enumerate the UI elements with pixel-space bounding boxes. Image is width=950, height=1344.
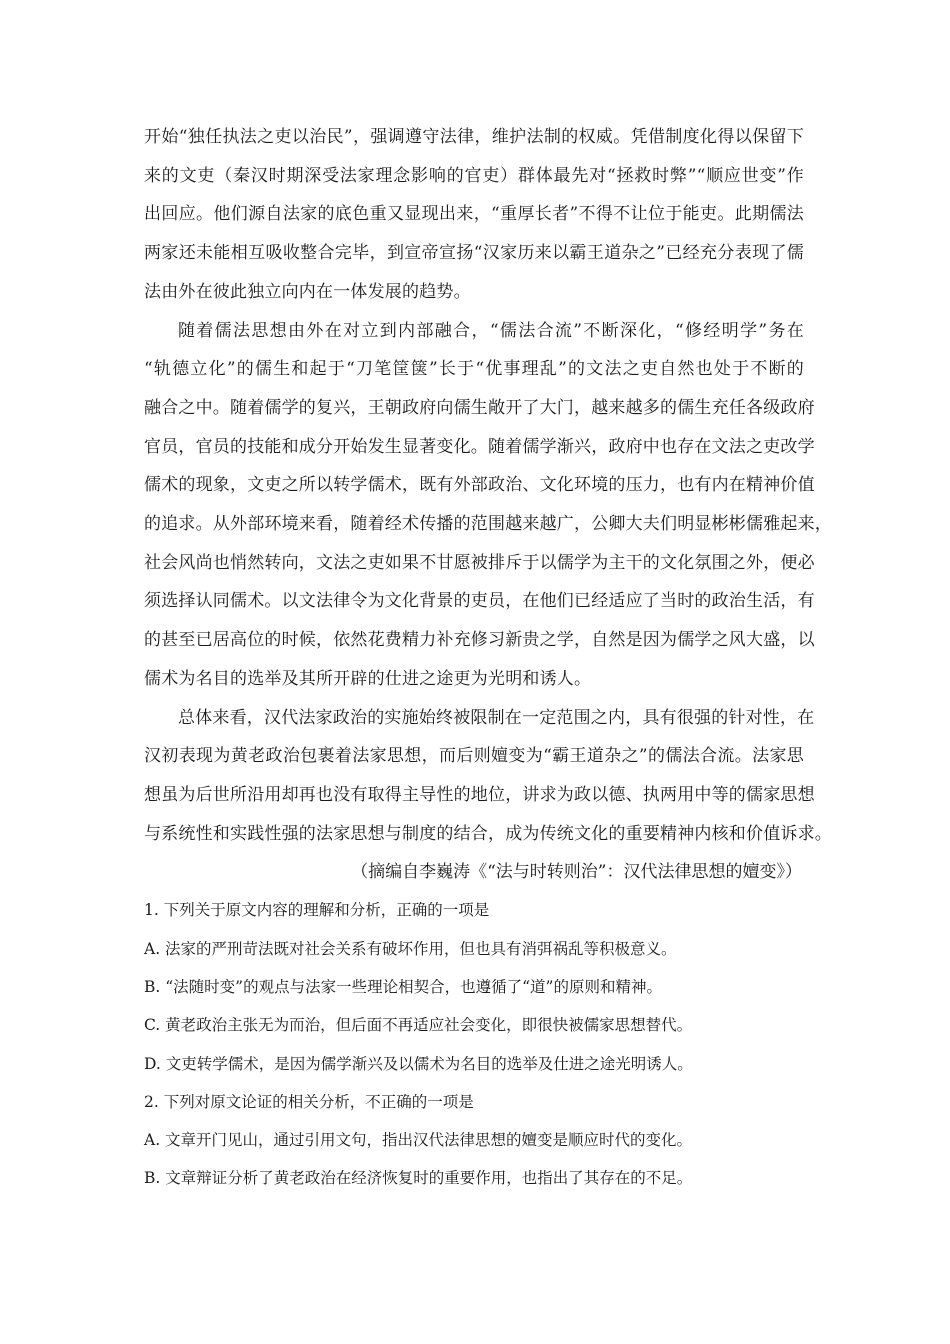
text-line: 儒术为名目的选举及其所开辟的仕进之途更为光明和诱人。 (144, 668, 592, 689)
text-line: 出回应。他们源自法家的底色重又显现出来，“重厚长者”不得不让位于能吏。此期儒法 (144, 204, 804, 225)
text-line: 与系统性和实践性强的法家思想与制度的结合，成为传统文化的重要精神内核和价值诉求。 (144, 823, 832, 844)
paragraph-3 (144, 699, 832, 854)
paragraph-1 (144, 118, 804, 312)
text-line: 官员，官员的技能和成分开始发生显著变化。随着儒学渐兴，政府中也存在文法之吏改学 (144, 436, 815, 457)
paragraph-2 (144, 312, 832, 699)
question-2-option-a: A. 文章开门见山，通过引用文句，指出汉代法律思想的嬗变是顺应时代的变化。 (144, 1131, 693, 1150)
text-line: 的甚至已居高位的时候，依然花费精力补充修习新贵之学，自然是因为儒学之风大盛，以 (144, 630, 815, 651)
text-line: 想虽为后世所沿用却再也没有取得主导性的地位，讲求为政以德、执两用中等的儒家思想 (144, 784, 815, 805)
text-line: 总体来看，汉代法家政治的实施始终被限制在一定范围之内，具有很强的针对性，在 (178, 707, 815, 728)
text-line: 儒术的现象，文吏之所以转学儒术，既有外部政治、文化环境的压力，也有内在精神价值 (144, 475, 815, 496)
text-line: 随着儒法思想由外在对立到内部融合，“儒法合流”不断深化，“修经明学”务在 (178, 320, 804, 341)
text-line: “轨德立化”的儒生和起于“刀笔筐箧”长于“优事理乱”的文法之吏自然也处于不断的 (144, 359, 804, 380)
question-1-option-c: C. 黄老政治主张无为而治，但后面不再适应社会变化，即很快被儒家思想替代。 (144, 1016, 693, 1035)
question-1-option-a: A. 法家的严刑苛法既对社会关系有破坏作用，但也具有消弭祸乱等积极意义。 (144, 939, 677, 958)
text-line: 的追求。从外部环境来看，随着经术传播的范围越来越广，公卿大夫们明显彬彬儒雅起来， (144, 514, 832, 535)
question-1-option-d: D. 文吏转学儒术，是因为儒学渐兴及以儒术为名目的选举及仕进之途光明诱人。 (144, 1054, 693, 1073)
question-2-option-b: B. 文章辩证分析了黄老政治在经济恢复时的重要作用，也指出了其存在的不足。 (144, 1169, 693, 1188)
text-line: 开始“独任执法之吏以治民”，强调遵守法律，维护法制的权威。凭借制度化得以保留下 (144, 127, 804, 147)
question-2-stem: 2. 下列对原文论证的相关分析，不正确的一项是 (144, 1092, 474, 1111)
text-line: 须选择认同儒术。以文法律令为文化背景的吏员，在他们已经适应了当时的政治生活，有 (144, 591, 815, 612)
document-page (144, 118, 832, 1198)
question-section (144, 891, 804, 1197)
source-citation: （摘编自李巍涛《“法与时转则治”：汉代法律思想的嬗变》） (351, 862, 802, 883)
text-line: 社会风尚也悄然转向，文法之吏如果不甘愿被排斥于以儒学为主干的文化氛围之外，便必 (144, 552, 815, 573)
text-line: 两家还未能相互吸收整合完毕，到宣帝宣扬“汉家历来以霸王道杂之”已经充分表现了儒 (144, 243, 804, 264)
text-line: 融合之中。随着儒学的复兴，王朝政府向儒生敞开了大门，越来越多的儒生充任各级政府 (144, 397, 815, 418)
text-line: 汉初表现为黄老政治包裹着法家思想，而后则嬗变为“霸王道杂之”的儒法合流。法家思 (144, 746, 804, 767)
question-1-stem: 1. 下列关于原文内容的理解和分析，正确的一项是 (144, 901, 490, 920)
text-line: 来的文吏（秦汉时期深受法家理念影响的官吏）群体最先对“拯救时弊”“顺应世变”作 (144, 165, 804, 186)
question-1-option-b: B. “法随时变”的观点与法家一些理论相契合，也遵循了“道”的原则和精神。 (144, 977, 662, 996)
text-line: 法由外在彼此独立向内在一体发展的趋势。 (144, 281, 471, 302)
